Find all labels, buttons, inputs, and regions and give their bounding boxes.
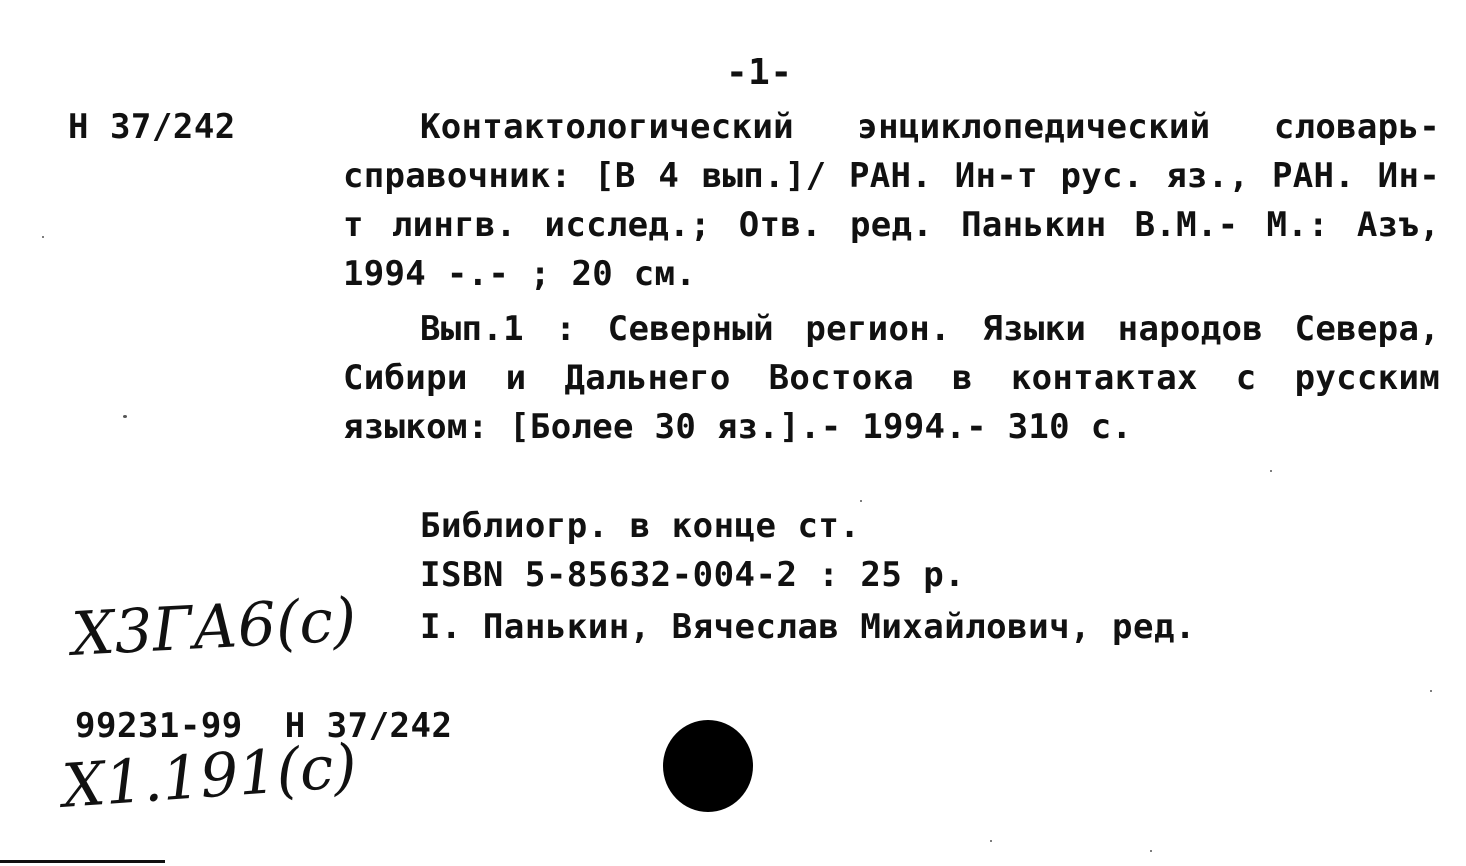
- isbn-line: ISBN 5-85632-004-2 : 25 р.: [420, 555, 966, 595]
- scan-speckle: [123, 415, 127, 418]
- scan-speckle: [1150, 850, 1152, 852]
- scan-speckle: [1430, 690, 1432, 692]
- punch-hole: [663, 720, 753, 812]
- accession-line: 99231-99 Н 37/242: [75, 706, 453, 746]
- title-paragraph: Контактологический энциклопедический словарь-справочник: [В 4 вып.]/ РАН. Ин-т рус. яз., РАН. Ин-т лингв. исслед.; Отв. ред. Панькин В.М.- М.: Азъ, 1994 -.- ; 20 см.: [343, 107, 1440, 294]
- shelf-mark: Н 37/242: [68, 107, 236, 147]
- scan-speckle: [42, 236, 44, 238]
- added-entry: I. Панькин, Вячеслав Михайлович, ред.: [420, 607, 1196, 647]
- volume-paragraph: Вып.1 : Северный регион. Языки народов Севера, Сибири и Дальнего Востока в контактах с русским языком: [Более 30 яз.].- 1994.- 310 с.: [343, 309, 1440, 447]
- scan-speckle: [990, 840, 992, 842]
- scan-speckle: [1270, 470, 1272, 472]
- scan-speckle: [860, 500, 862, 502]
- bibliography-note: Библиогр. в конце ст.: [420, 506, 861, 546]
- card-edge-line: [0, 860, 165, 863]
- handwritten-code-2: Х1.191(с): [60, 731, 360, 822]
- handwritten-code-1: Х3ГА6(с): [70, 585, 358, 670]
- page-number: -1-: [726, 52, 793, 93]
